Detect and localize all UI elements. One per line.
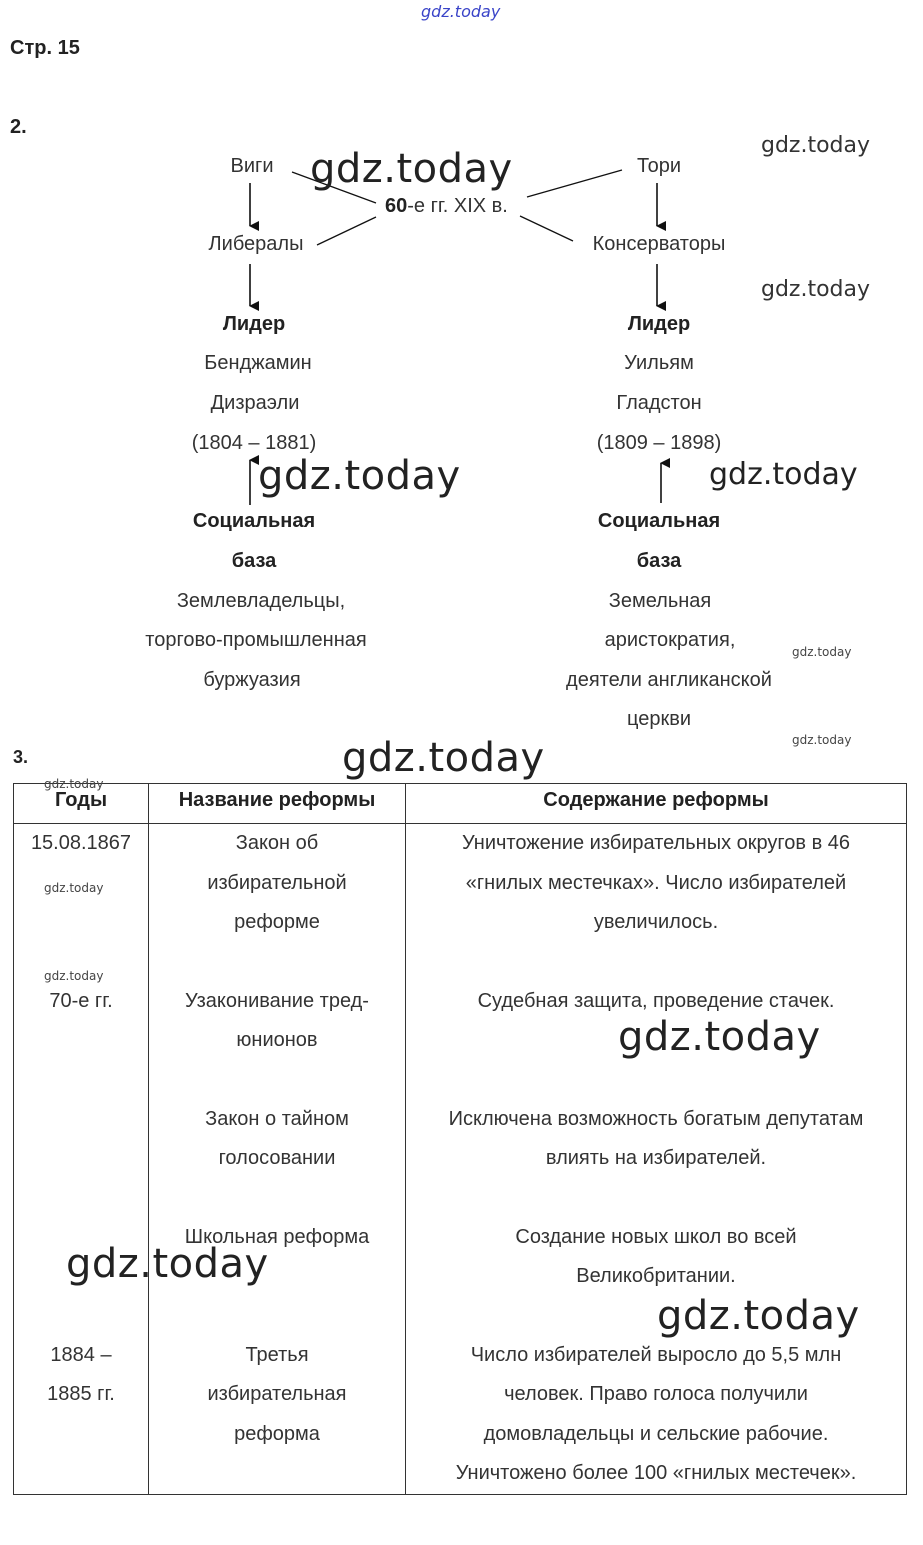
year-cell (14, 1100, 149, 1218)
task3-number: 3. (13, 747, 29, 767)
watermark: gdz.today (44, 969, 104, 983)
reforms-table (13, 783, 907, 1495)
reform-content-cell-text: Исключена возможность богатым депутатам влиять на избирателей. (448, 1107, 864, 1169)
year-cell (14, 824, 149, 982)
year-cell-text: 70-е гг. (49, 989, 113, 1012)
connector-liberaly (317, 217, 376, 245)
leader-right-years: (1809 – 1898) (596, 432, 722, 454)
reform-name-cell-text: Узаконивание тред- юнионов (185, 989, 369, 1051)
reform-name-cell-text: Третья избирательная реформа (207, 1343, 347, 1445)
leader-right-line1: Уильям (624, 352, 694, 374)
leader-label-left: Лидер (222, 313, 286, 335)
task2-number: 2. (10, 116, 27, 138)
base-label-left-2: база (231, 550, 277, 572)
table-body (14, 824, 907, 1495)
period-label (385, 195, 508, 218)
table-row (14, 1100, 907, 1218)
watermark: gdz.today (761, 133, 871, 158)
header-reform-content: Содержание реформы (406, 784, 907, 824)
reform-content-cell (406, 824, 907, 982)
year-cell-text: 15.08.1867 (30, 832, 132, 854)
reform-content-cell-text: Судебная защита, проведение стачек. (477, 989, 835, 1012)
reform-name-cell (149, 982, 406, 1100)
party-konservatory: Консерваторы (592, 233, 726, 255)
header-reform-name: Название реформы (149, 784, 406, 824)
reform-name-cell (149, 1100, 406, 1218)
leader-label-right: Лидер (627, 313, 691, 335)
leader-left-line1: Бенджамин (204, 352, 312, 374)
watermark: gdz.today (66, 1241, 269, 1287)
header-years: Годы (14, 784, 149, 824)
table-header-row (14, 784, 907, 824)
base-left-line3: буржуазия (203, 669, 301, 691)
leader-left-line2: Дизраэли (210, 392, 300, 414)
watermark: gdz.today (792, 645, 852, 659)
watermark: gdz.today (761, 277, 871, 302)
reform-content-cell-text: Число избирателей выросло до 5,5 млн человек. Право голоса получили домовладельцы и сельские рабочие. Уничтожено более 100 «гнилых местечек». (455, 1343, 857, 1484)
watermark: gdz.today (342, 735, 545, 781)
reform-name-cell-text: Закон о тайном голосовании (205, 1107, 349, 1169)
reform-content-cell (406, 1336, 907, 1495)
base-label-left-1: Социальная (192, 510, 316, 532)
page-label: Стр. 15 (10, 37, 80, 59)
base-left-line2: торгово-промышленная (145, 629, 367, 651)
base-right-line2: аристократия, (604, 629, 736, 651)
base-right-line3: деятели англиканской (566, 669, 772, 691)
reform-content-cell-text: Уничтожение избирательных округов в 46 «гнилых местечках». Число избирателей увеличилось. (461, 832, 851, 933)
watermark: gdz.today (618, 1014, 821, 1060)
table-row (14, 824, 907, 982)
year-cell (14, 982, 149, 1100)
period-rest: -е гг. XIX в. (407, 195, 508, 217)
watermark: gdz.today (657, 1293, 860, 1339)
leader-right-line2: Гладстон (616, 392, 702, 414)
party-vigi: Виги (230, 155, 274, 177)
watermark: gdz.today (44, 777, 104, 791)
party-tori: Тори (636, 155, 682, 177)
base-right-line1: Земельная (608, 590, 712, 612)
reform-content-cell (406, 1100, 907, 1218)
watermark: gdz.today (310, 146, 513, 192)
watermark: gdz.today (44, 881, 104, 895)
reform-name-cell-text: Школьная реформа (184, 1225, 370, 1248)
year-cell-text: 1884 – 1885 гг. (47, 1343, 115, 1405)
watermark-top: gdz.today (421, 2, 501, 21)
diagram-connectors (0, 0, 923, 760)
year-cell (14, 1336, 149, 1495)
period-bold: 60 (385, 195, 408, 217)
watermark: gdz.today (709, 457, 858, 492)
connector-tori (527, 170, 622, 197)
base-label-right-2: база (636, 550, 682, 572)
base-label-right-1: Социальная (597, 510, 721, 532)
reform-name-cell-text: Закон об избирательной реформе (207, 832, 347, 933)
reform-name-cell (149, 824, 406, 982)
reform-name-cell (149, 1336, 406, 1495)
party-liberaly: Либералы (208, 233, 304, 255)
reform-content-cell-text: Создание новых школ во всей Великобритании. (515, 1225, 797, 1287)
connector-konservatory (520, 216, 573, 241)
leader-left-years: (1804 – 1881) (191, 432, 317, 454)
base-left-line1: Землевладельцы, (176, 590, 346, 612)
table-row (14, 1336, 907, 1495)
watermark: gdz.today (792, 733, 852, 747)
watermark: gdz.today (258, 453, 461, 499)
base-right-line4: церкви (626, 708, 692, 730)
